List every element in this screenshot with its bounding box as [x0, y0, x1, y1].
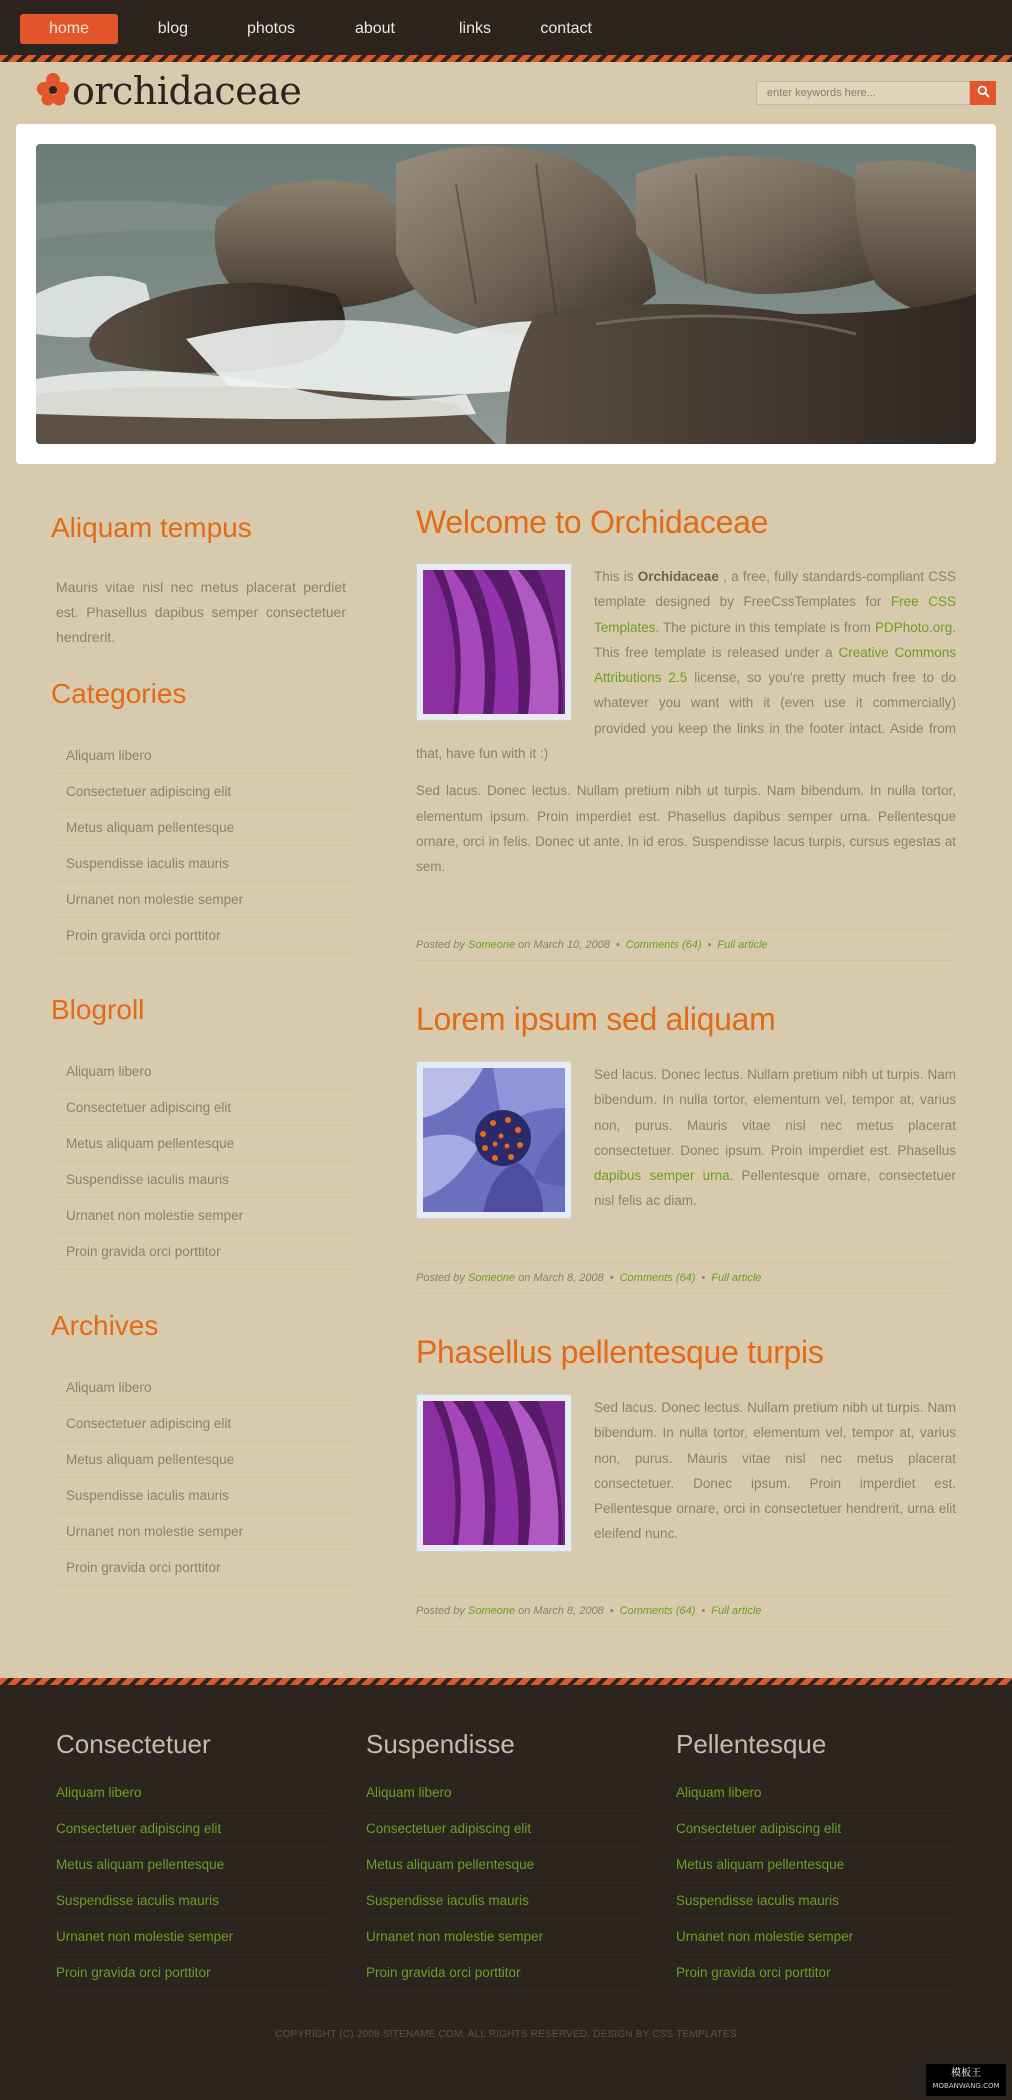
blogroll-list: [51, 1054, 351, 1270]
nav-item-contact[interactable]: contact: [540, 20, 592, 37]
author-link[interactable]: Someone: [467, 939, 516, 951]
nav-item-about[interactable]: about: [354, 20, 395, 37]
full-article-link[interactable]: Full article: [711, 1605, 762, 1617]
footer-column: [56, 1729, 334, 1991]
archive-item[interactable]: Aliquam libero: [51, 1370, 351, 1406]
post-body: Sed lacus. Donec lectus. Nullam pretium nibh ut turpis. Nam bibendum. In nulla tortor, elementum vel, tempor at, varius non, purus. Mauris vitae nisl nec metus placerat consectetuer. Donec ipsum. Proin imperdiet est. Pellentesque ornare, orci in consectetuer hendrerit, urna elit eleifend nunc.: [594, 1400, 956, 1542]
comments-link[interactable]: Comments (64): [619, 1605, 696, 1617]
dapibus-link[interactable]: dapibus semper urna: [594, 1168, 730, 1184]
post-body: Sed lacus. Donec lectus. Nullam pretium nibh ut turpis. Nam bibendum. In nulla tortor, elementum vel, tempor at, varius non, purus. Mauris vitae nisl nec metus placerat consectetuer. Donec ipsum. Proin imperdiet est. Phasellus dapibus semper urna. Pellentesque ornare, consectetuer nisl felis ac diam.: [594, 1067, 956, 1209]
post-meta: Posted by Someone on March 10, 2008 • Comments (64) • Full article: [416, 929, 956, 961]
footer-link[interactable]: Aliquam libero: [676, 1775, 954, 1811]
footer-link[interactable]: Proin gravida orci porttitor: [56, 1955, 334, 1991]
blogroll-item[interactable]: Proin gravida orci porttitor: [51, 1234, 351, 1270]
footer-link[interactable]: Metus aliquam pellentesque: [56, 1847, 334, 1883]
footer-column-title: Pellentesque: [676, 1729, 827, 1759]
footer-column: [676, 1729, 954, 1991]
watermark-logo: 模板王 MOBANWANG.COM: [926, 2064, 1006, 2096]
search-icon: [977, 85, 990, 101]
categories-heading: Categories: [51, 678, 187, 709]
post-body: This is Orchidaceae , a free, fully standards-compliant CSS template designed by FreeCssTemplates for Free CSS Templates. The picture in this template is from PDPhoto.org. This free template is released under a Creative Commons Attributions 2.5 license, so you're pretty much free to do whatever you want with it (even use it commercially) provided you keep the links in the footer intact. Aside from that, have fun with it :) Sed lacus. Donec lectus. Nullam pretium nibh ut turpis. Nam bibendum. In nulla tortor, elementum ipsum. Proin imperdiet est. Phasellus dapibus semper urna. Pellentesque ornare, orci in felis. Donec ut ante. In id eros. Suspendisse lacus turpis, cursus egestas at sem.: [416, 564, 956, 880]
category-item[interactable]: Metus aliquam pellentesque: [51, 810, 351, 846]
nav-item-links[interactable]: links: [458, 20, 491, 37]
full-article-link[interactable]: Full article: [717, 939, 768, 951]
search-button[interactable]: [970, 81, 996, 105]
full-article-link[interactable]: Full article: [711, 1272, 762, 1284]
search-form: [756, 81, 996, 105]
footer-link[interactable]: Consectetuer adipiscing elit: [366, 1811, 644, 1847]
site-logo[interactable]: [36, 68, 301, 114]
main-nav: [20, 14, 592, 44]
footer-column-title: Consectetuer: [56, 1729, 211, 1759]
footer-link[interactable]: Aliquam libero: [366, 1775, 644, 1811]
free-css-templates-link[interactable]: Free CSS Templates: [594, 594, 956, 635]
footer-link[interactable]: Consectetuer adipiscing elit: [676, 1811, 954, 1847]
archive-item[interactable]: Proin gravida orci porttitor: [51, 1550, 351, 1586]
blogroll-heading: Blogroll: [51, 994, 145, 1025]
blogroll-item[interactable]: Consectetuer adipiscing elit: [51, 1090, 351, 1126]
footer-stripe-divider: [0, 1678, 1012, 1685]
footer-link[interactable]: Urnanet non molestie semper: [366, 1919, 644, 1955]
archives-heading: Archives: [51, 1310, 159, 1341]
blogroll-item[interactable]: Metus aliquam pellentesque: [51, 1126, 351, 1162]
footer-link[interactable]: Suspendisse iaculis mauris: [366, 1883, 644, 1919]
banner-photo-rocks-sea: [36, 144, 976, 444]
copyright-text: COPYRIGHT (C) 2008 SITENAME.COM. ALL RIGHTS RESERVED. DESIGN BY CSS TEMPLATES: [275, 2029, 737, 2040]
categories-list: [51, 738, 351, 954]
footer-link[interactable]: Urnanet non molestie semper: [676, 1919, 954, 1955]
author-link[interactable]: Someone: [467, 1272, 516, 1284]
archive-item[interactable]: Consectetuer adipiscing elit: [51, 1406, 351, 1442]
footer-link[interactable]: Aliquam libero: [56, 1775, 334, 1811]
category-item[interactable]: Urnanet non molestie semper: [51, 882, 351, 918]
blogroll-item[interactable]: Urnanet non molestie semper: [51, 1198, 351, 1234]
blogroll-item[interactable]: Suspendisse iaculis mauris: [51, 1162, 351, 1198]
footer-link[interactable]: Proin gravida orci porttitor: [366, 1955, 644, 1991]
blogroll-item[interactable]: Aliquam libero: [51, 1054, 351, 1090]
search-input[interactable]: [756, 81, 970, 105]
archive-item[interactable]: Metus aliquam pellentesque: [51, 1442, 351, 1478]
footer-link[interactable]: Metus aliquam pellentesque: [366, 1847, 644, 1883]
sidebar-intro-heading: Aliquam tempus: [51, 512, 252, 543]
category-item[interactable]: Aliquam libero: [51, 738, 351, 774]
footer-link[interactable]: Urnanet non molestie semper: [56, 1919, 334, 1955]
footer-link-list: [56, 1775, 334, 1991]
nav-item-home[interactable]: home: [20, 14, 118, 44]
footer-link[interactable]: Metus aliquam pellentesque: [676, 1847, 954, 1883]
orchid-flower-icon: [36, 70, 70, 113]
category-item[interactable]: Consectetuer adipiscing elit: [51, 774, 351, 810]
post-title[interactable]: Phasellus pellentesque turpis: [416, 1334, 824, 1370]
footer-column: [366, 1729, 644, 1991]
footer-column-title: Suspendisse: [366, 1729, 515, 1759]
footer-link[interactable]: Consectetuer adipiscing elit: [56, 1811, 334, 1847]
category-item[interactable]: Proin gravida orci porttitor: [51, 918, 351, 954]
archives-list: [51, 1370, 351, 1586]
top-stripe-divider: [0, 55, 1012, 62]
footer-link-list: [676, 1775, 954, 1991]
footer-link[interactable]: Suspendisse iaculis mauris: [676, 1883, 954, 1919]
post-title[interactable]: Lorem ipsum sed aliquam: [416, 1001, 776, 1037]
comments-link[interactable]: Comments (64): [625, 939, 702, 951]
pdphoto-link[interactable]: PDPhoto.org: [874, 619, 953, 635]
top-navigation-bar: [0, 0, 1012, 55]
post-meta: Posted by Someone on March 8, 2008 • Comments (64) • Full article: [416, 1595, 956, 1627]
archive-item[interactable]: Urnanet non molestie semper: [51, 1514, 351, 1550]
footer-link-list: [366, 1775, 644, 1991]
header-banner: [16, 124, 996, 464]
author-link[interactable]: Someone: [467, 1605, 516, 1617]
logo-text: orchidaceae: [72, 69, 302, 113]
archive-item[interactable]: Suspendisse iaculis mauris: [51, 1478, 351, 1514]
comments-link[interactable]: Comments (64): [619, 1272, 696, 1284]
category-item[interactable]: Suspendisse iaculis mauris: [51, 846, 351, 882]
post-paragraph: Sed lacus. Donec lectus. Nullam pretium nibh ut turpis. Nam bibendum. In nulla tortor, elementum ipsum. Proin imperdiet est. Phasellus dapibus semper urna. Pellentesque ornare, orci in felis. Donec ut ante. In id eros. Suspendisse lacus turpis, cursus egestas at sem.: [416, 783, 956, 875]
creative-commons-link[interactable]: Creative Commons Attributions 2.5: [594, 644, 956, 686]
post-title[interactable]: Welcome to Orchidaceae: [416, 504, 769, 540]
nav-item-photos[interactable]: photos: [246, 20, 295, 37]
footer-link[interactable]: Proin gravida orci porttitor: [676, 1955, 954, 1991]
sidebar-intro-text: Mauris vitae nisl nec metus placerat perdiet est. Phasellus dapibus semper consectetuer hendrerit.: [56, 579, 346, 645]
post-meta: Posted by Someone on March 8, 2008 • Comments (64) • Full article: [416, 1262, 956, 1294]
footer-link[interactable]: Suspendisse iaculis mauris: [56, 1883, 334, 1919]
nav-item-blog[interactable]: blog: [157, 20, 188, 37]
